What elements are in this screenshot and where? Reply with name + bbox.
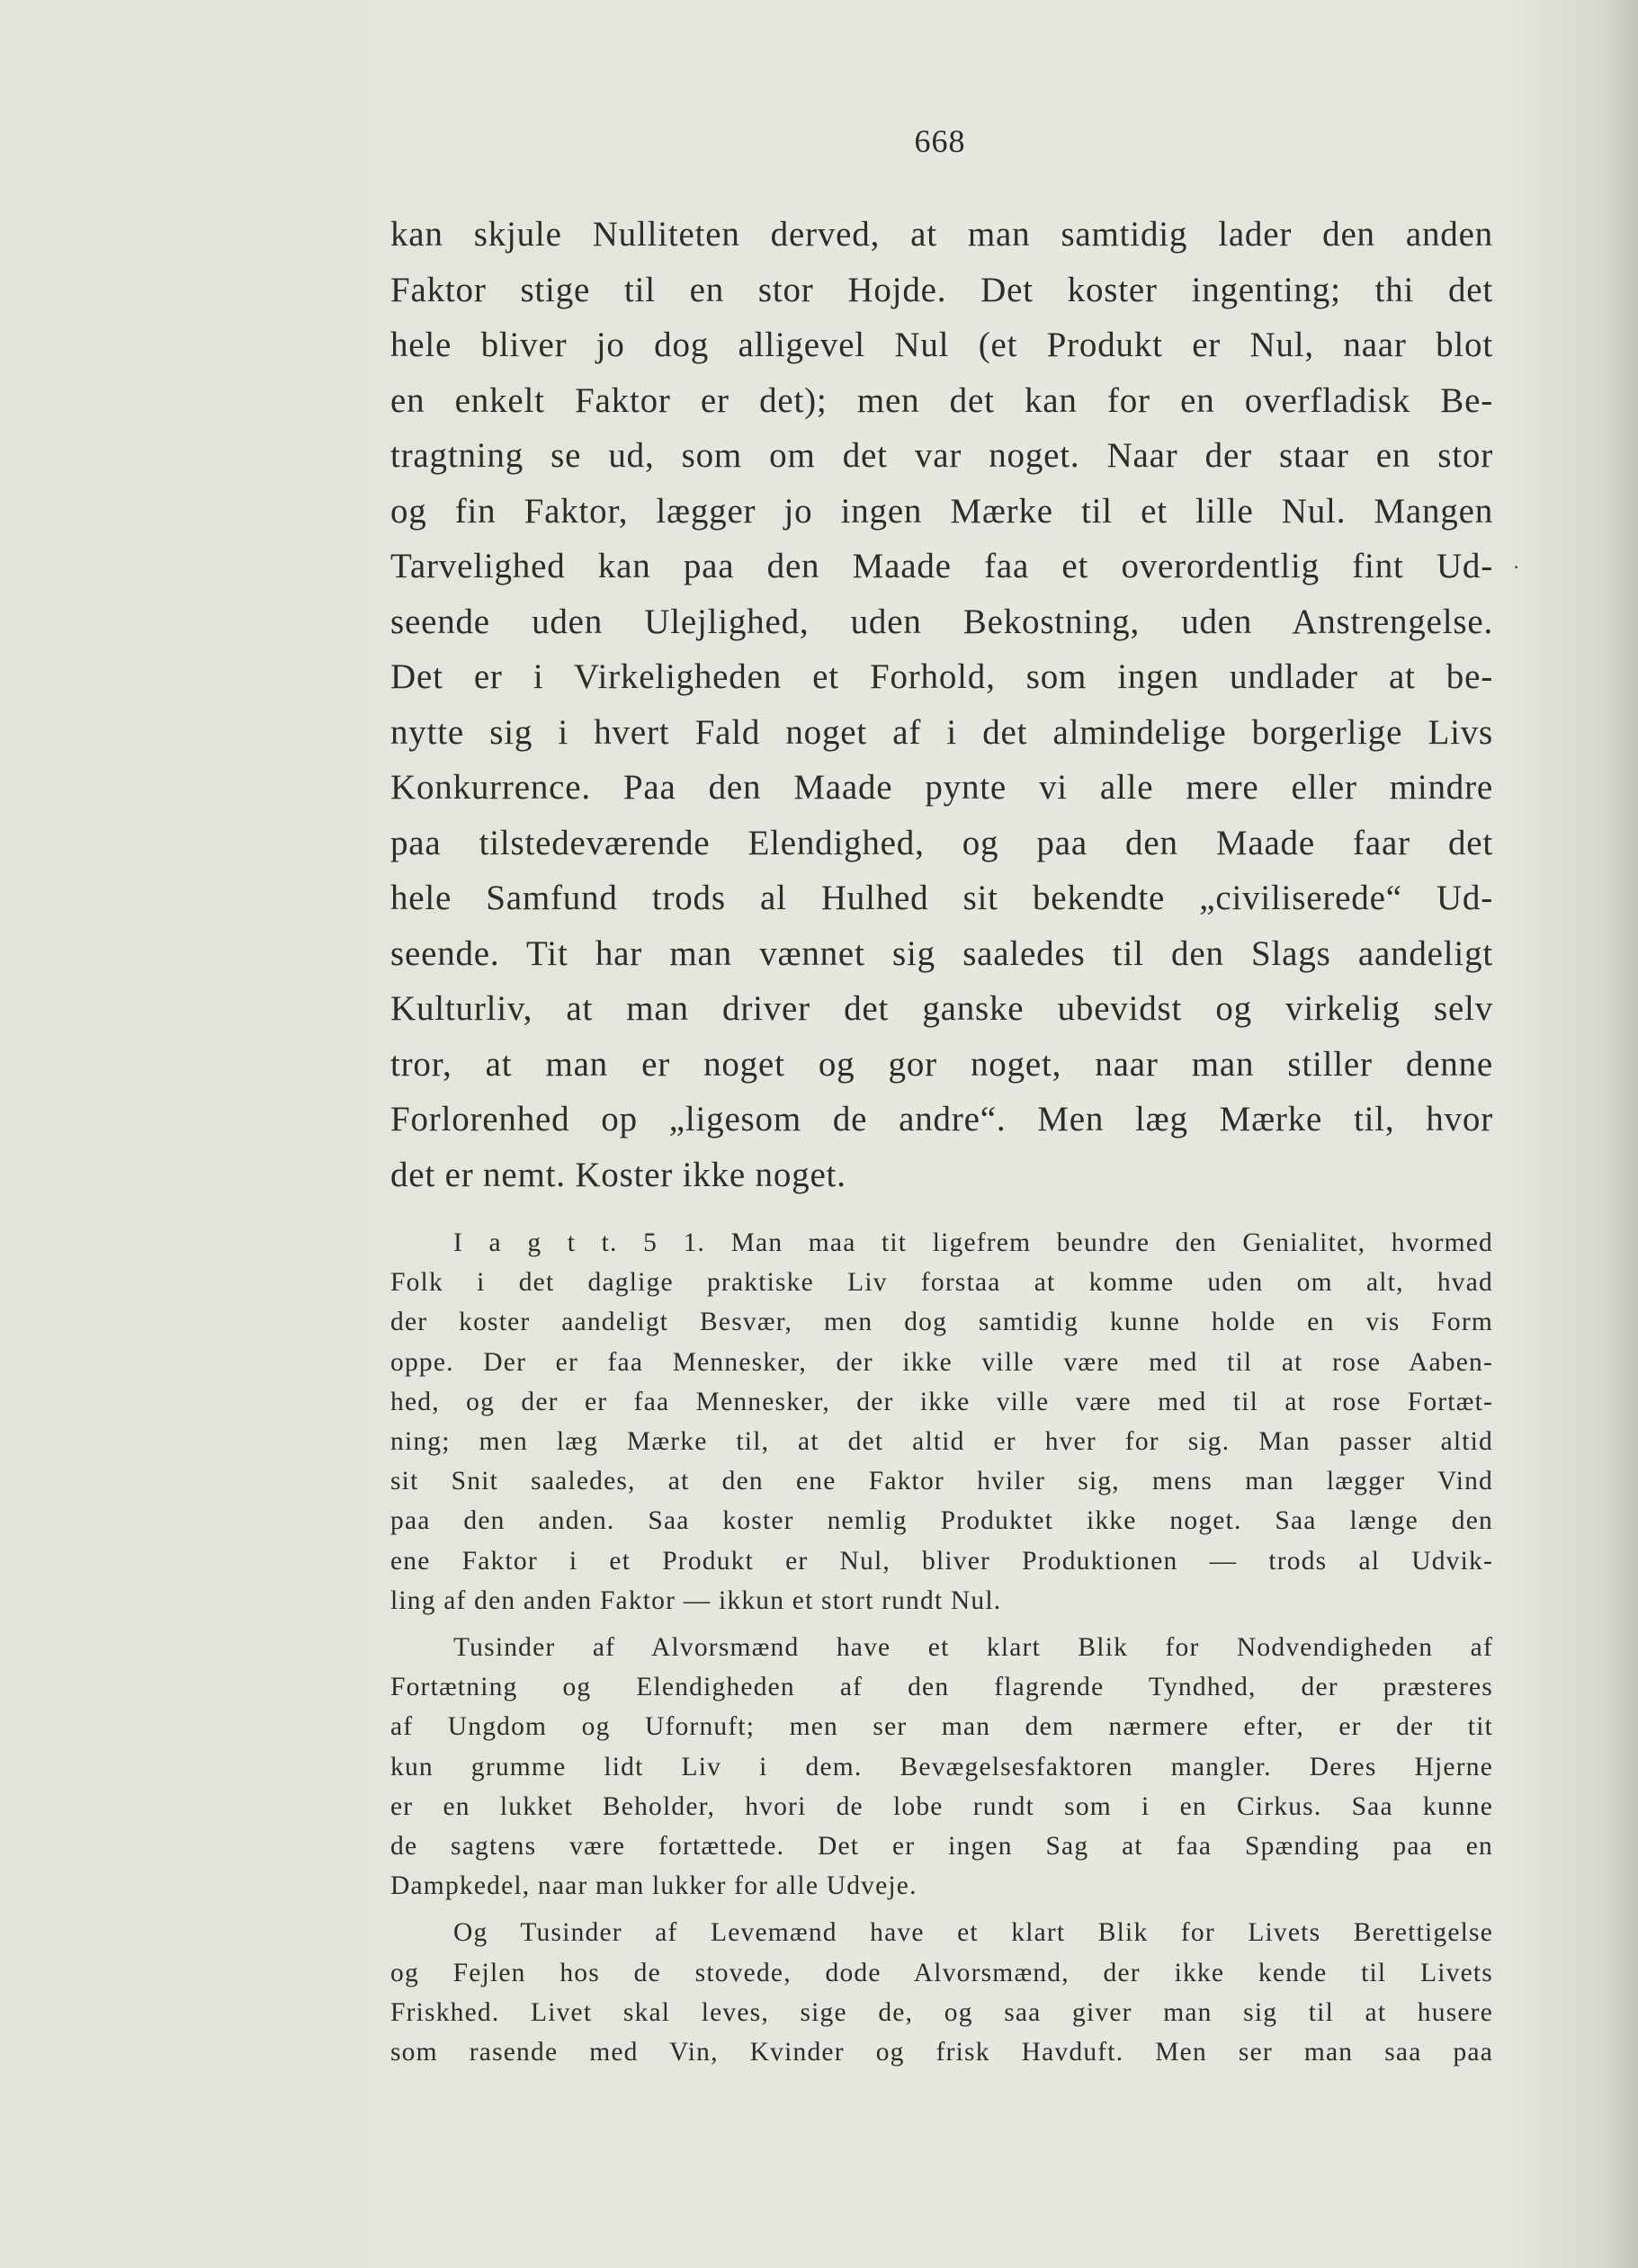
page-number: 668: [914, 123, 966, 159]
note-line: ning; men læg Mærke til, at det altid er hver for sig. Man passer altid: [390, 1427, 1493, 1457]
main-text-line: en enkelt Faktor er det); men det kan for en overfladisk Be-: [390, 380, 1493, 420]
note-paragraph: [390, 1223, 1493, 1621]
main-text-line: Forlorenhed op „ligesom de andre“. Men læg Mærke til, hvor: [390, 1100, 1493, 1138]
main-text-line: og fin Faktor, lægger jo ingen Mærke til et lille Nul. Mangen: [390, 491, 1493, 531]
main-text-line: seende uden Ulejlighed, uden Bekostning, uden Anstrengelse.: [390, 602, 1493, 641]
main-text: [390, 207, 1493, 1202]
note-line: I a g t t. 5 1. Man maa tit ligefrem beundre den Genialitet, hvormed: [453, 1228, 1493, 1257]
main-text-line: paa tilstedeværende Elendighed, og paa den Maade faar det: [390, 823, 1493, 862]
note-line: som rasende med Vin, Kvinder og frisk Havduft. Men ser man saa paa: [390, 2038, 1493, 2067]
main-text-line: tror, at man er noget og gor noget, naar man stiller denne: [390, 1044, 1493, 1084]
note-line: Og Tusinder af Levemænd have et klart Blik for Livets Berettigelse: [453, 1918, 1493, 1948]
notes-section: [390, 1223, 1493, 2072]
main-text-line: Kulturliv, at man driver det ganske ubevidst og virkelig selv: [390, 989, 1493, 1028]
note-line: er en lukket Beholder, hvori de lobe rundt som i en Cirkus. Saa kunne: [390, 1791, 1493, 1821]
note-line: af Ungdom og Ufornuft; men ser man dem nærmere efter, er der tit: [390, 1712, 1493, 1742]
note-paragraph: [390, 1913, 1493, 2072]
main-text-line: Det er i Virkeligheden et Forhold, som ingen undlader at be-: [390, 657, 1493, 696]
note-line: der koster aandeligt Besvær, men dog samtidig kunne holde en vis Form: [390, 1308, 1493, 1337]
main-text-line: hele bliver jo dog alligevel Nul (et Produkt er Nul, naar blot: [390, 326, 1493, 364]
main-text-line: seende. Tit har man vænnet sig saaledes til den Slags aandeligt: [390, 933, 1493, 973]
note-line: oppe. Der er faa Mennesker, der ikke ville være med til at rose Aaben-: [390, 1347, 1493, 1377]
main-text-line: Konkurrence. Paa den Maade pynte vi alle mere eller mindre: [390, 768, 1493, 807]
note-line: og Fejlen hos de stovede, dode Alvorsmænd, der ikke kende til Livets: [390, 1958, 1493, 1987]
stray-ink-mark: ·: [1513, 556, 1520, 578]
main-text-line: Faktor stige til en stor Hojde. Det koster ingenting; thi det: [390, 270, 1493, 309]
main-text-line: kan skjule Nulliteten derved, at man samtidig lader den anden: [390, 215, 1493, 254]
page-edge-shadow: [1602, 0, 1638, 2268]
note-paragraph: [390, 1628, 1493, 1906]
note-line: Tusinder af Alvorsmænd have et klart Blik for Nodvendigheden af: [453, 1633, 1493, 1663]
note-line: ene Faktor i et Produkt er Nul, bliver Produktionen — trods al Udvik-: [390, 1546, 1493, 1576]
note-line: paa den anden. Saa koster nemlig Produktet ikke noget. Saa længe den: [390, 1506, 1493, 1536]
main-text-line: nytte sig i hvert Fald noget af i det almindelige borgerlige Livs: [390, 712, 1493, 752]
note-line: kun grumme lidt Liv i dem. Bevægelsesfaktoren mangler. Deres Hjerne: [390, 1752, 1493, 1781]
note-line: ling af den anden Faktor — ikkun et stort rundt Nul.: [390, 1585, 1002, 1615]
main-text-line: tragtning se ud, som om det var noget. Naar der staar en stor: [390, 436, 1493, 475]
note-line: Fortætning og Elendigheden af den flagrende Tyndhed, der præsteres: [390, 1673, 1493, 1702]
note-line: Folk i det daglige praktiske Liv forstaa at komme uden om alt, hvad: [390, 1268, 1493, 1298]
main-text-line: Tarvelighed kan paa den Maade faa et overordentlig fint Ud-: [390, 547, 1493, 585]
main-text-line: det er nemt. Koster ikke noget.: [390, 1155, 846, 1194]
note-line: hed, og der er faa Mennesker, der ikke ville være med til at rose Fortæt-: [390, 1387, 1493, 1416]
note-line: Dampkedel, naar man lukker for alle Udveje.: [390, 1871, 917, 1901]
note-line: sit Snit saaledes, at den ene Faktor hviler sig, mens man lægger Vind: [390, 1467, 1493, 1496]
note-line: Friskhed. Livet skal leves, sige de, og saa giver man sig til at husere: [390, 1997, 1493, 2027]
main-text-line: hele Samfund trods al Hulhed sit bekendte „civiliserede“ Ud-: [390, 879, 1493, 917]
note-line: de sagtens være fortættede. Det er ingen Sag at faa Spænding paa en: [390, 1832, 1493, 1862]
